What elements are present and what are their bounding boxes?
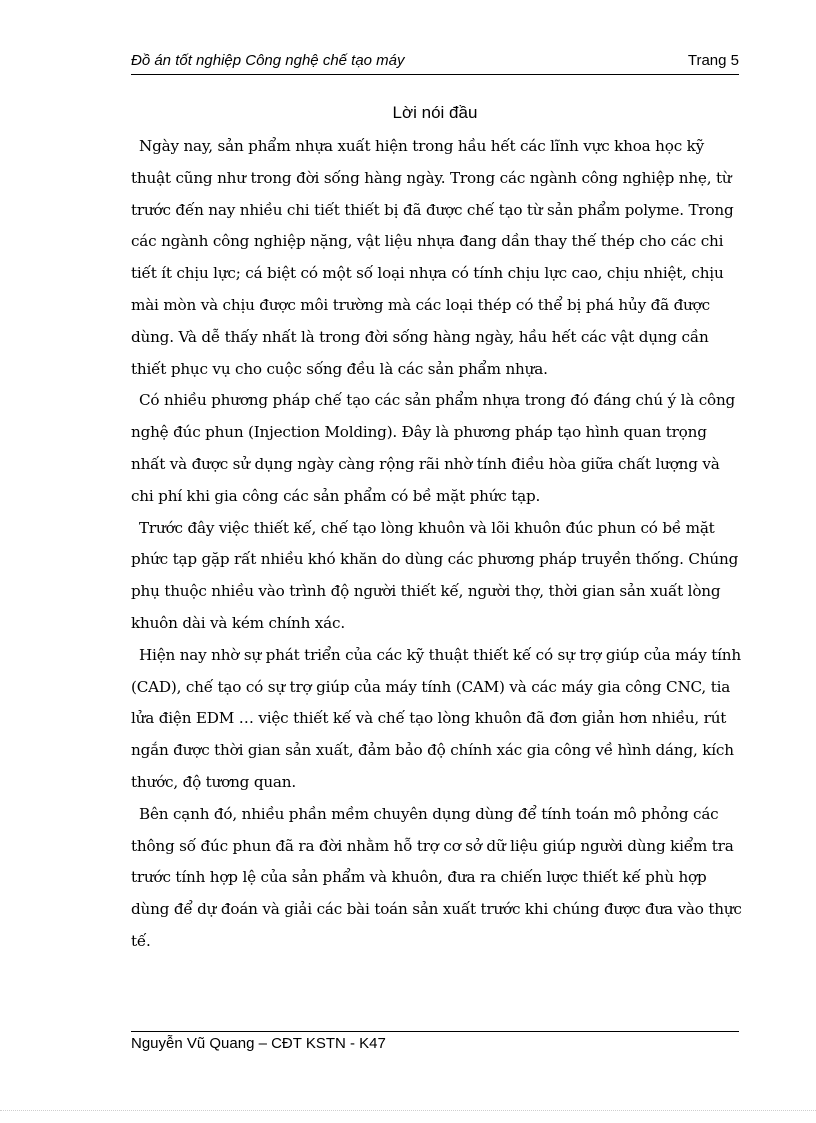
paragraph-1: Ngày nay, sản phẩm nhựa xuất hiện trong hầu hết các lĩnh vực khoa học kỹ thuật cũng như trong đời sống hàng ngày. Trong các ngành công nghiệp nhẹ, từ trước đến nay nhiều chi tiết thiết bị đã được chế tạo từ sản phẩm polyme. Trong các ngành công nghiệp nặng, vật liệu nhựa đang dần thay thế thép cho các chi tiết ít chịu lực; cá biệt có một số loại nhựa có tính chịu lực cao, chịu nhiệt, chịu mài mòn và chịu được môi trường mà các loại thép có thể bị phá hủy đã được dùng. Và dễ thấy nhất là trong đời sống hàng ngày, hầu hết các vật dụng cần thiết phục vụ cho cuộc sống đều là các sản phẩm nhựa. (131, 137, 734, 378)
paragraph-5: Bên cạnh đó, nhiều phần mềm chuyên dụng dùng để tính toán mô phỏng các thông số đúc phun đã ra đời nhằm hỗ trợ cơ sở dữ liệu giúp người dùng kiểm tra trước tính hợp lệ của sản phẩm và khuôn, đưa ra chiến lược thiết kế phù hợp dùng để dự đoán và giải các bài toán sản xuất trước khi chúng được đưa vào thực tế. (131, 804, 742, 950)
paragraph-4: Hiện nay nhờ sự phát triển của các kỹ thuật thiết kế có sự trợ giúp của máy tính (CAD), chế tạo có sự trợ giúp của máy tính (CAM) và các máy gia công CNC, tia lửa điện EDM … việc thiết kế và chế tạo lòng khuôn đã đơn giản hơn nhiều, rút ngắn được thời gian sản xuất, đảm bảo độ chính xác gia công về hình dáng, kích thước, độ tương quan. (131, 645, 741, 791)
footer-author: Nguyễn Vũ Quang – CĐT KSTN - K47 (131, 1035, 386, 1052)
page-number: Trang 5 (687, 52, 739, 69)
document-title: Lời nói đầu (392, 103, 478, 122)
paragraph-3: Trước đây việc thiết kế, chế tạo lòng khuôn và lõi khuôn đúc phun có bề mặt phức tạp gặp rất nhiều khó khăn do dùng các phương pháp truyền thống. Chúng phụ thuộc nhiều vào trình độ người thiết kế, người thợ, thời gian sản xuất lòng khuôn dài và kém chính xác. (131, 518, 739, 632)
document-body (131, 131, 745, 958)
page-bottom-edge (0, 1110, 816, 1111)
paragraph-2: Có nhiều phương pháp chế tạo các sản phẩm nhựa trong đó đáng chú ý là công nghệ đúc phun (Injection Molding). Đây là phương pháp tạo hình quan trọng nhất và được sử dụng ngày càng rộng rãi nhờ tính điều hòa giữa chất lượng và chi phí khi gia công các sản phẩm có bề mặt phức tạp. (131, 391, 736, 505)
footer-divider (131, 1031, 739, 1032)
page-header (131, 52, 739, 75)
header-title: Đồ án tốt nghiệp Công nghệ chế tạo máy (131, 52, 405, 69)
